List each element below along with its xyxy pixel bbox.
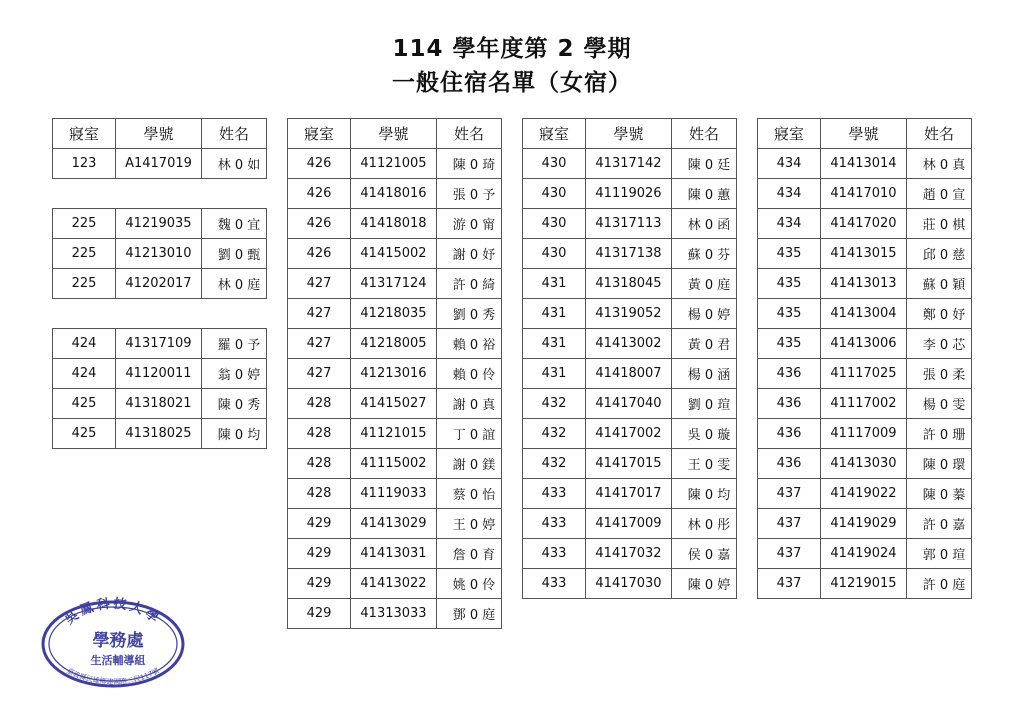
room-cell: 427 [288,299,351,329]
table-row [288,599,502,629]
room-cell: 426 [288,149,351,179]
room-cell: 425 [53,419,116,449]
name-cell: 陳 0 均 [672,479,737,509]
room-cell: 436 [758,449,821,479]
room-cell: 424 [53,329,116,359]
table-row [53,209,267,239]
room-cell: 435 [758,269,821,299]
student-id-cell: 41419022 [821,479,907,509]
name-cell: 王 0 婷 [437,509,502,539]
room-cell: 225 [53,239,116,269]
table-row [523,569,737,599]
seal-text-bottom: 嘉義縣民雄鄉建國路二段117號 [65,666,161,687]
room-cell: 436 [758,359,821,389]
student-id-cell: 41117009 [821,419,907,449]
student-id-cell: 41219015 [821,569,907,599]
table-row [288,209,502,239]
column-header-student-id: 學號 [821,119,907,149]
table-row [758,389,972,419]
room-cell: 429 [288,599,351,629]
student-id-cell: 41418018 [351,209,437,239]
table-row [53,419,267,449]
room-cell: 427 [288,329,351,359]
table-row [288,539,502,569]
name-cell: 游 0 甯 [437,209,502,239]
table-row [288,329,502,359]
name-cell: 林 0 庭 [202,269,267,299]
student-id-cell: 41413013 [821,269,907,299]
name-cell: 林 0 真 [907,149,972,179]
student-id-cell: 41417015 [586,449,672,479]
student-id-cell: A1417019 [116,149,202,179]
table-header-row [523,119,737,149]
room-cell: 433 [523,509,586,539]
student-id-cell: 41418007 [586,359,672,389]
room-cell: 435 [758,239,821,269]
table-row [758,299,972,329]
name-cell: 張 0 予 [437,179,502,209]
table-row [523,479,737,509]
column-header-name: 姓名 [202,119,267,149]
student-id-cell: 41318045 [586,269,672,299]
student-id-cell: 41418016 [351,179,437,209]
student-id-cell: 41121005 [351,149,437,179]
student-id-cell: 41202017 [116,269,202,299]
student-id-cell: 41117025 [821,359,907,389]
name-cell: 張 0 柔 [907,359,972,389]
room-cell: 429 [288,569,351,599]
room-cell: 434 [758,209,821,239]
name-cell: 許 0 嘉 [907,509,972,539]
table-row [523,389,737,419]
room-cell: 428 [288,389,351,419]
name-cell: 陳 0 蕙 [672,179,737,209]
room-cell: 437 [758,479,821,509]
table-row [758,569,972,599]
room-cell: 433 [523,539,586,569]
room-cell: 428 [288,419,351,449]
name-cell: 蘇 0 穎 [907,269,972,299]
room-cell: 436 [758,419,821,449]
column-header-student-id: 學號 [351,119,437,149]
table-row [758,359,972,389]
student-id-cell: 41413004 [821,299,907,329]
table-row [523,329,737,359]
student-id-cell: 41413031 [351,539,437,569]
name-cell: 丁 0 誼 [437,419,502,449]
room-cell: 437 [758,539,821,569]
table-row [758,179,972,209]
table-row [288,179,502,209]
student-id-cell: 41317109 [116,329,202,359]
table-row [288,269,502,299]
name-cell: 陳 0 秀 [202,389,267,419]
table-header-row [758,119,972,149]
table-row [288,299,502,329]
name-cell: 賴 0 裕 [437,329,502,359]
table-row [523,509,737,539]
room-cell: 436 [758,389,821,419]
student-id-cell: 41119026 [586,179,672,209]
name-cell: 許 0 庭 [907,569,972,599]
room-cell: 427 [288,269,351,299]
student-id-cell: 41413014 [821,149,907,179]
room-cell: 123 [53,149,116,179]
name-cell: 陳 0 廷 [672,149,737,179]
roster-table-3 [522,118,737,599]
student-id-cell: 41219035 [116,209,202,239]
student-id-cell: 41115002 [351,449,437,479]
table-row [523,449,737,479]
table-row [523,419,737,449]
table-row [758,479,972,509]
name-cell: 林 0 彤 [672,509,737,539]
column-header-name: 姓名 [672,119,737,149]
room-cell: 430 [523,179,586,209]
name-cell: 許 0 綺 [437,269,502,299]
table-row [288,239,502,269]
room-cell: 424 [53,359,116,389]
table-row [523,539,737,569]
student-id-cell: 41313033 [351,599,437,629]
student-id-cell: 41417017 [586,479,672,509]
name-cell: 侯 0 嘉 [672,539,737,569]
name-cell: 黃 0 君 [672,329,737,359]
room-cell: 426 [288,209,351,239]
table-row [288,419,502,449]
name-cell: 陳 0 均 [202,419,267,449]
room-cell: 433 [523,569,586,599]
table-row [523,299,737,329]
student-id-cell: 41417009 [586,509,672,539]
name-cell: 楊 0 婷 [672,299,737,329]
name-cell: 陳 0 環 [907,449,972,479]
table-gap-row [53,179,267,209]
table-row [523,209,737,239]
table-row [288,479,502,509]
table-row [758,419,972,449]
table-row [758,209,972,239]
room-cell: 437 [758,509,821,539]
room-cell: 434 [758,179,821,209]
column-header-student-id: 學號 [116,119,202,149]
student-id-cell: 41419024 [821,539,907,569]
student-id-cell: 41413002 [586,329,672,359]
student-id-cell: 41319052 [586,299,672,329]
name-cell: 趙 0 宣 [907,179,972,209]
student-id-cell: 41413022 [351,569,437,599]
room-cell: 428 [288,449,351,479]
column-header-room: 寢室 [523,119,586,149]
table-header-row [288,119,502,149]
table-row [53,239,267,269]
room-cell: 427 [288,359,351,389]
name-cell: 吳 0 璇 [672,419,737,449]
table-row [758,149,972,179]
room-cell: 425 [53,389,116,419]
page-subtitle: 一般住宿名單（女宿） [392,70,632,96]
table-row [758,449,972,479]
table-row [53,329,267,359]
student-id-cell: 41318021 [116,389,202,419]
student-id-cell: 41417002 [586,419,672,449]
table-header-row [53,119,267,149]
student-id-cell: 41413030 [821,449,907,479]
name-cell: 蘇 0 芬 [672,239,737,269]
student-id-cell: 41413029 [351,509,437,539]
student-id-cell: 41120011 [116,359,202,389]
name-cell: 郭 0 瑄 [907,539,972,569]
table-row [288,569,502,599]
table-row [288,449,502,479]
roster-table-4 [757,118,972,599]
room-cell: 433 [523,479,586,509]
name-cell: 鄧 0 庭 [437,599,502,629]
student-id-cell: 41317138 [586,239,672,269]
table-row [758,239,972,269]
student-id-cell: 41117002 [821,389,907,419]
column-header-student-id: 學號 [586,119,672,149]
student-id-cell: 41121015 [351,419,437,449]
roster-table-2 [287,118,502,629]
student-id-cell: 41413015 [821,239,907,269]
name-cell: 林 0 函 [672,209,737,239]
room-cell: 431 [523,299,586,329]
name-cell: 陳 0 蓁 [907,479,972,509]
seal-text-sub: 生活輔導組 [90,654,146,667]
room-cell: 429 [288,539,351,569]
name-cell: 許 0 珊 [907,419,972,449]
name-cell: 賴 0 伶 [437,359,502,389]
table-row [523,179,737,209]
room-cell: 430 [523,149,586,179]
student-id-cell: 41417040 [586,389,672,419]
room-cell: 432 [523,419,586,449]
roster-table-1 [52,118,267,449]
name-cell: 鄭 0 妤 [907,299,972,329]
room-cell: 432 [523,449,586,479]
column-header-room: 寢室 [288,119,351,149]
student-id-cell: 41213010 [116,239,202,269]
student-id-cell: 41213016 [351,359,437,389]
name-cell: 陳 0 婷 [672,569,737,599]
room-cell: 225 [53,269,116,299]
student-id-cell: 41415027 [351,389,437,419]
table-gap-row [53,299,267,329]
room-cell: 434 [758,149,821,179]
table-row [53,149,267,179]
table-row [758,269,972,299]
name-cell: 姚 0 伶 [437,569,502,599]
table-row [288,149,502,179]
name-cell: 林 0 如 [202,149,267,179]
room-cell: 430 [523,239,586,269]
room-cell: 435 [758,299,821,329]
column-header-name: 姓名 [437,119,502,149]
student-id-cell: 41317124 [351,269,437,299]
student-id-cell: 41413006 [821,329,907,359]
name-cell: 劉 0 甄 [202,239,267,269]
name-cell: 翁 0 婷 [202,359,267,389]
student-id-cell: 41415002 [351,239,437,269]
room-cell: 432 [523,389,586,419]
table-row [288,509,502,539]
table-row [523,269,737,299]
room-cell: 431 [523,359,586,389]
page-title: 114 學年度第 2 學期 [392,36,632,62]
column-header-room: 寢室 [758,119,821,149]
name-cell: 劉 0 瑄 [672,389,737,419]
seal-text-top: 吳鳳科技大學 [62,596,164,628]
name-cell: 邱 0 慈 [907,239,972,269]
room-cell: 428 [288,479,351,509]
student-id-cell: 41218035 [351,299,437,329]
name-cell: 謝 0 真 [437,389,502,419]
name-cell: 楊 0 涵 [672,359,737,389]
table-row [523,239,737,269]
room-cell: 426 [288,239,351,269]
column-header-name: 姓名 [907,119,972,149]
name-cell: 黃 0 庭 [672,269,737,299]
table-row [523,149,737,179]
student-id-cell: 41417032 [586,539,672,569]
table-row [53,269,267,299]
room-cell: 435 [758,329,821,359]
room-cell: 431 [523,269,586,299]
student-id-cell: 41419029 [821,509,907,539]
student-id-cell: 41417010 [821,179,907,209]
table-row [288,389,502,419]
table-row [53,389,267,419]
student-id-cell: 41218005 [351,329,437,359]
name-cell: 蔡 0 怡 [437,479,502,509]
table-row [758,539,972,569]
table-row [758,509,972,539]
name-cell: 王 0 雯 [672,449,737,479]
name-cell: 劉 0 秀 [437,299,502,329]
name-cell: 李 0 芯 [907,329,972,359]
name-cell: 羅 0 予 [202,329,267,359]
student-id-cell: 41318025 [116,419,202,449]
office-seal-stamp [38,596,188,688]
room-cell: 426 [288,179,351,209]
table-row [53,359,267,389]
student-id-cell: 41417030 [586,569,672,599]
name-cell: 陳 0 琦 [437,149,502,179]
room-cell: 429 [288,509,351,539]
table-row [758,329,972,359]
student-id-cell: 41317113 [586,209,672,239]
column-header-room: 寢室 [53,119,116,149]
name-cell: 魏 0 宜 [202,209,267,239]
student-id-cell: 41317142 [586,149,672,179]
room-cell: 430 [523,209,586,239]
name-cell: 莊 0 棋 [907,209,972,239]
table-row [288,359,502,389]
room-cell: 437 [758,569,821,599]
room-cell: 431 [523,329,586,359]
name-cell: 詹 0 育 [437,539,502,569]
name-cell: 謝 0 鎂 [437,449,502,479]
table-row [523,359,737,389]
room-cell: 225 [53,209,116,239]
student-id-cell: 41119033 [351,479,437,509]
name-cell: 楊 0 雯 [907,389,972,419]
seal-text-center: 學務處 [92,631,144,651]
student-id-cell: 41417020 [821,209,907,239]
name-cell: 謝 0 妤 [437,239,502,269]
